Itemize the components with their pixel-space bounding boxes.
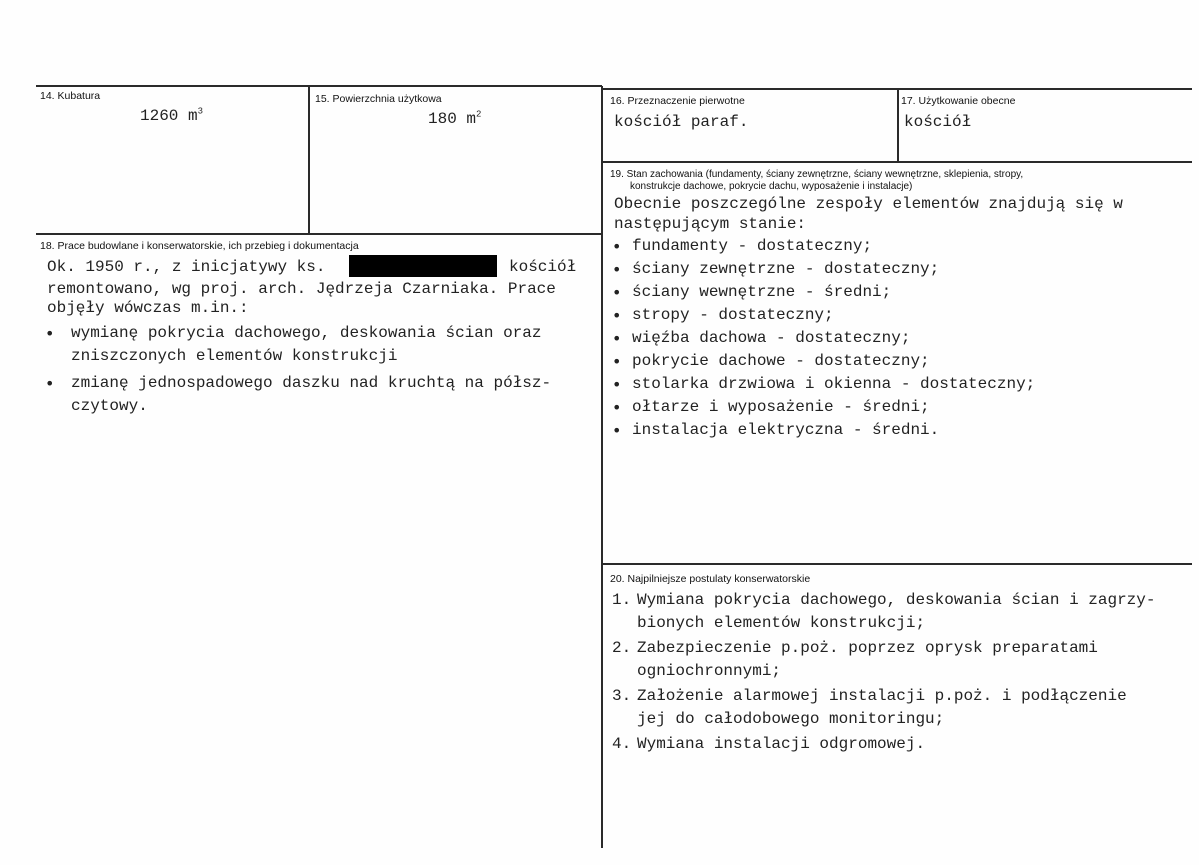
border-19-20	[602, 563, 1192, 565]
border-14-18	[36, 233, 602, 235]
box20-label: 20. Najpilniejsze postulaty konserwatorskie	[610, 573, 811, 585]
box18-line1-b: kościół	[509, 258, 577, 276]
condition-item: • ściany wewnętrzne - średni;	[612, 283, 892, 302]
bullet-icon: •	[45, 324, 55, 343]
divider-14-15	[308, 86, 310, 234]
box19-label-line2: konstrukcje dachowe, pokrycie dachu, wyposażenie i instalacje)	[630, 181, 913, 192]
box19-condition-list	[612, 235, 1035, 442]
bullet-icon: •	[612, 283, 622, 302]
bullet-icon: •	[612, 398, 622, 417]
condition-item: • pokrycie dachowe - dostateczny;	[612, 352, 930, 371]
condition-item: • instalacja elektryczna - średni.	[612, 421, 940, 440]
condition-item: • ściany zewnętrzne - dostateczny;	[612, 260, 940, 279]
box14-label: 14. Kubatura	[40, 90, 101, 102]
divider-main	[601, 86, 603, 848]
work-item: • wymianę pokrycia dachowego, deskowania ścian oraz zniszczonych elementów konstrukcji	[45, 324, 542, 365]
redaction-bar	[349, 255, 497, 277]
bullet-icon: •	[612, 375, 622, 394]
box18-work-list	[45, 322, 551, 418]
box15-value: 180 $m^2$	[428, 109, 482, 128]
divider-16-17	[897, 89, 899, 161]
box15-unit-sup: 2	[476, 109, 482, 120]
bullet-icon: •	[612, 352, 622, 371]
condition-item: • fundamenty - dostateczny;	[612, 237, 873, 256]
box17-label: 17. Użytkowanie obecne	[901, 95, 1016, 107]
box18-line2: remontowano, wg proj. arch. Jędrzeja Czarniaka. Prace	[47, 280, 556, 298]
box17-value: kościół	[904, 113, 972, 131]
box16-label: 16. Przeznaczenie pierwotne	[610, 95, 745, 107]
box18-line1-a: Ok. 1950 r., z inicjatywy ks.	[47, 258, 326, 276]
condition-item: • ołtarze i wyposażenie - średni;	[612, 398, 930, 417]
bullet-icon: •	[612, 237, 622, 256]
top-border-left	[36, 85, 602, 87]
box16-value: kościół paraf.	[614, 113, 749, 131]
condition-item: • stolarka drzwiowa i okienna - dostateczny;	[612, 375, 1036, 394]
bullet-icon: •	[45, 374, 55, 393]
work-item: • zmianę jednospadowego daszku nad kruchtą na półsz- czytowy.	[45, 374, 552, 415]
box19-intro-line1: Obecnie poszczególne zespoły elementów znajdują się w	[614, 195, 1123, 213]
box18-line3: objęły wówczas m.in.:	[47, 299, 249, 317]
condition-item: • więźba dachowa - dostateczny;	[612, 329, 911, 348]
box20-postulate-list	[612, 589, 1155, 756]
box14-value: 1260 $m^3$	[140, 106, 204, 125]
bullet-icon: •	[612, 329, 622, 348]
box14-unit-sup: 3	[197, 106, 204, 117]
box19-intro-line2: następującym stanie:	[614, 215, 807, 233]
postulate-item: 1. Wymiana pokrycia dachowego, deskowania ścian i zagrzy- bionych elementów konstrukcji;	[612, 591, 1156, 632]
bullet-icon: •	[612, 260, 622, 279]
bullet-icon: •	[612, 306, 622, 325]
border-16-19	[602, 161, 1192, 163]
box15-label: 15. Powierzchnia użytkowa	[315, 93, 442, 105]
postulate-item: 4. Wymiana instalacji odgromowej.	[612, 735, 926, 753]
condition-item: • stropy - dostateczny;	[612, 306, 834, 325]
postulate-item: 2. Zabezpieczenie p.poż. poprzez oprysk preparatami ogniochronnymi;	[612, 639, 1098, 680]
bullet-icon: •	[612, 421, 622, 440]
box18-label: 18. Prace budowlane i konserwatorskie, ich przebieg i dokumentacja	[40, 240, 359, 252]
postulate-item: 3. Założenie alarmowej instalacji p.poż. i podłączenie jej do całodobowego monitoringu;	[612, 687, 1127, 728]
box19-label-line1: 19. Stan zachowania (fundamenty, ściany zewnętrzne, ściany wewnętrzne, sklepienia, stropy,	[610, 169, 1024, 180]
